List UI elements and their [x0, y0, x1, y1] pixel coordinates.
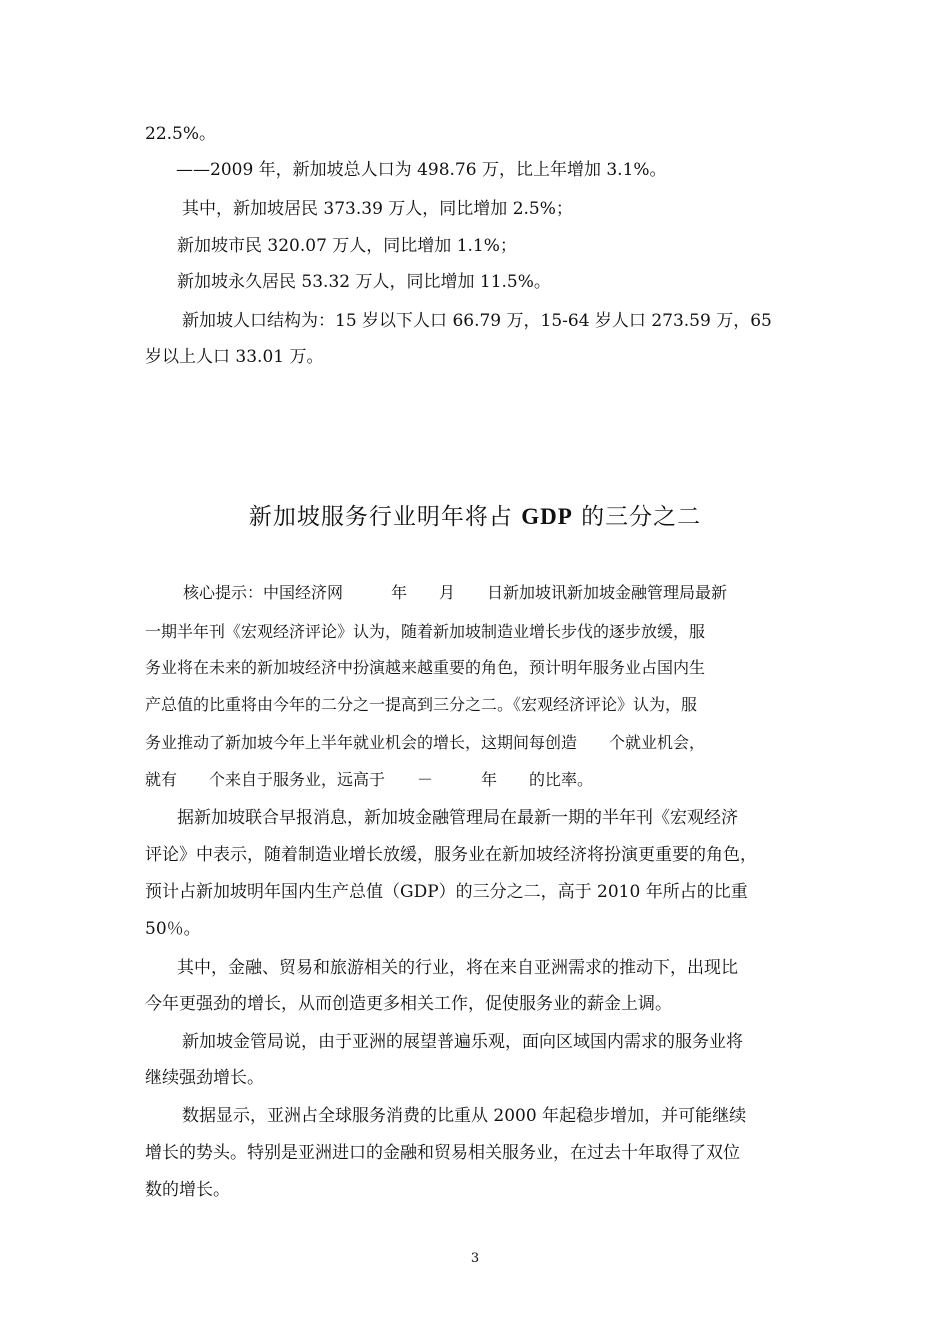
- summary-line: 核心提示：中国经济网 年 月 日新加坡讯新加坡金融管理局最新: [183, 583, 728, 602]
- text-line: 其中，金融、贸易和旅游相关的行业，将在来自亚洲需求的推动下，出现比: [177, 958, 738, 978]
- text-line: 新加坡市民 320.07 万人，同比增加 1.1%；: [177, 236, 517, 256]
- text-line: 增长的势头。特别是亚洲进口的金融和贸易相关服务业，在过去十年取得了双位: [145, 1143, 740, 1163]
- text-line: 其中，新加坡居民 373.39 万人，同比增加 2.5%；: [182, 199, 573, 219]
- summary-line: 产总值的比重将由今年的二分之一提高到三分之二。《宏观经济评论》认为，服: [145, 695, 698, 714]
- text-line: 预计占新加坡明年国内生产总值（GDP）的三分之二，高于 2010 年所占的比重: [145, 882, 748, 902]
- title-prefix: 新加坡服务行业明年将占: [248, 504, 522, 530]
- text-line: 岁以上人口 33.01 万。: [145, 347, 324, 367]
- article-title: [0, 500, 950, 534]
- text-line: 新加坡金管局说，由于亚洲的展望普遍乐观，面向区域国内需求的服务业将: [182, 1032, 743, 1052]
- text-line: 新加坡永久居民 53.32 万人，同比增加 11.5%。: [177, 272, 551, 292]
- text-line: 数据显示，亚洲占全球服务消费的比重从 2000 年起稳步增加，并可能继续: [182, 1106, 747, 1126]
- summary-line: 务业将在未来的新加坡经济中扮演越来越重要的角色，预计明年服务业占国内生: [145, 658, 706, 677]
- title-suffix: 的三分之二: [572, 504, 702, 530]
- summary-line: 务业推动了新加坡今年上半年就业机会的增长，这期间每创造 个就业机会，: [145, 733, 706, 752]
- text-line: 今年更强劲的增长，从而创造更多相关工作，促使服务业的薪金上调。: [145, 994, 672, 1014]
- text-line: 22.5%。: [145, 124, 217, 144]
- text-line: 数的增长。: [145, 1180, 230, 1200]
- text-line: 继续强劲增长。: [145, 1068, 264, 1088]
- text-line: ——2009 年，新加坡总人口为 498.76 万，比上年增加 3.1%。: [176, 160, 667, 180]
- text-line: 评论》中表示，随着制造业增长放缓，服务业在新加坡经济将扮演更重要的角色，: [145, 845, 757, 865]
- summary-line: 就有 个来自于服务业，远高于 － 年 的比率。: [145, 770, 594, 789]
- title-bold: GDP: [521, 504, 573, 529]
- page-number: 3: [470, 1251, 480, 1266]
- text-line: 50％。: [145, 919, 201, 939]
- text-line: 新加坡人口结构为：15 岁以下人口 66.79 万，15-64 岁人口 273.59 万，65: [182, 311, 772, 331]
- summary-line: 一期半年刊《宏观经济评论》认为，随着新加坡制造业增长步伐的逐步放缓，服: [145, 622, 706, 641]
- text-line: 据新加坡联合早报消息，新加坡金融管理局在最新一期的半年刊《宏观经济: [177, 808, 738, 828]
